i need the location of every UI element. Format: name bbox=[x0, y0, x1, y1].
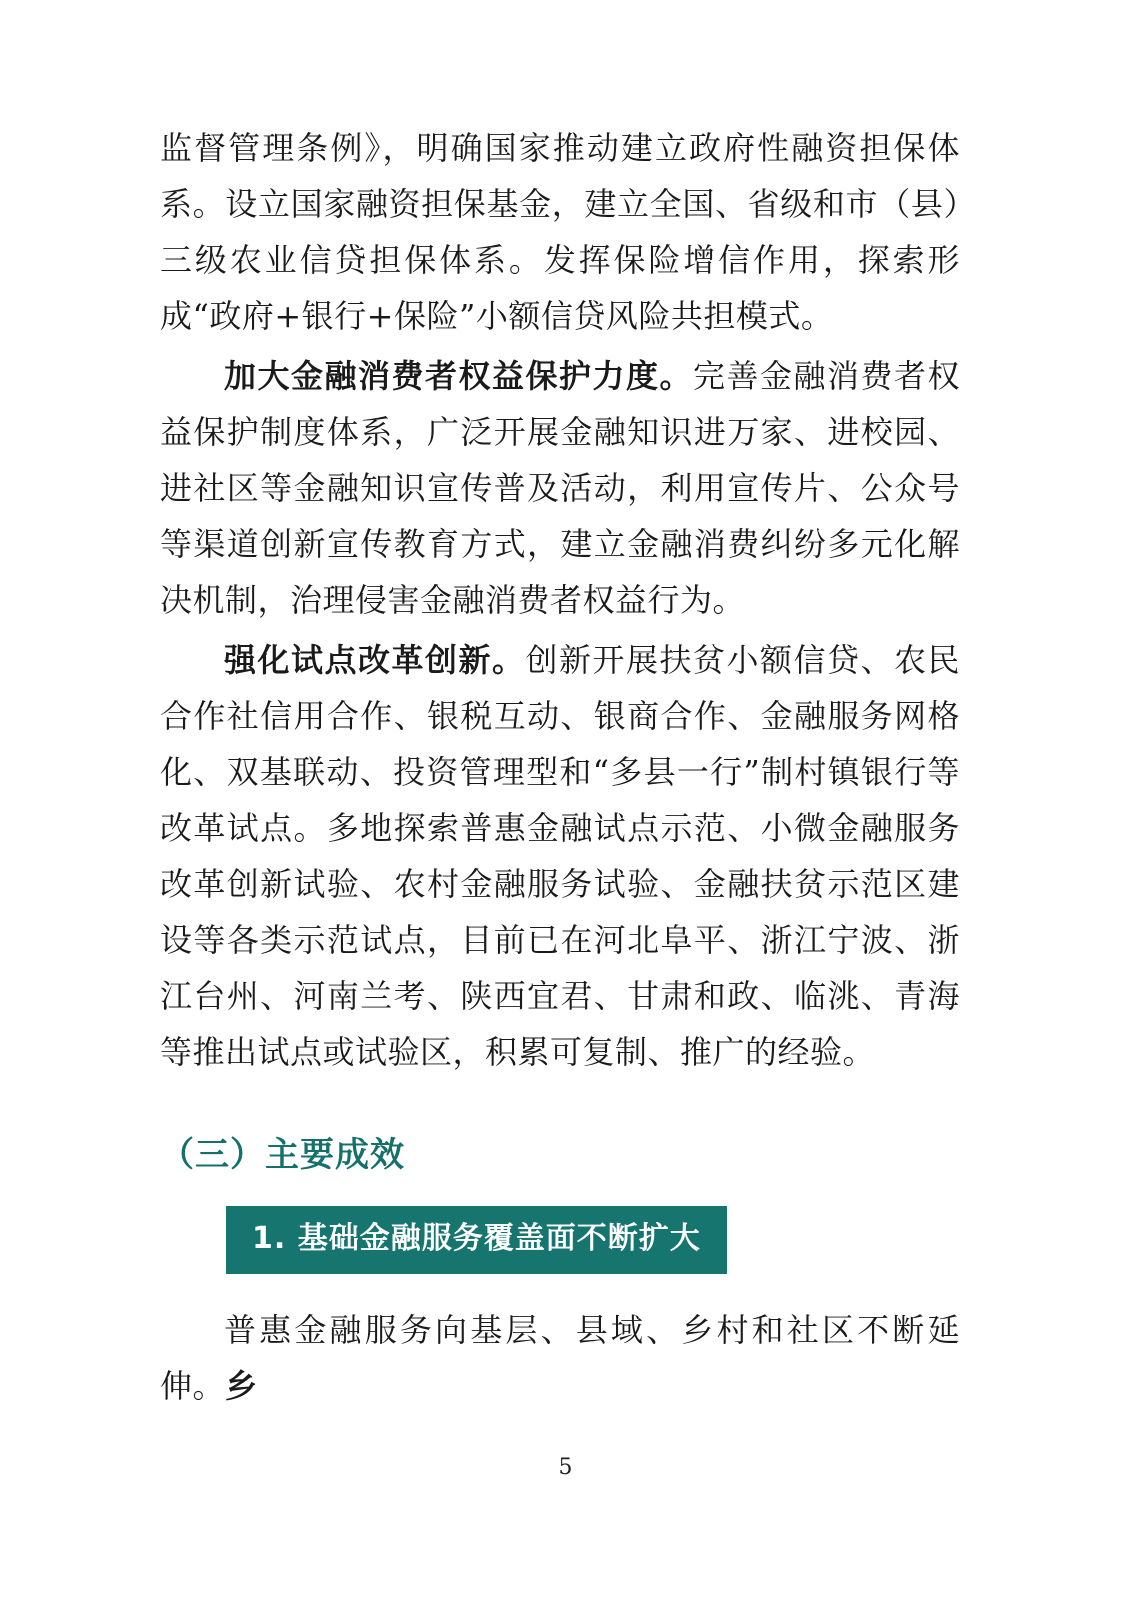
paragraph-3-text: 创新开展扶贫小额信贷、农民合作社信用合作、银税互动、银商合作、金融服务网格化、双基联动、投资管理型和“多县一行”制村镇银行等改革试点。多地探索普惠金融试点示范、小微金融服务改革创新试验、农村金融服务试验、金融扶贫示范区建设等各类示范试点，目前已在河北阜平、浙江宁波、浙江台州、河南兰考、陕西宜君、甘肃和政、临洮、青海等推出试点或试验区，积累可复制、推广的经验。 bbox=[160, 641, 960, 1071]
subsection-banner-wrapper bbox=[226, 1206, 960, 1274]
page-content bbox=[160, 120, 960, 1418]
paragraph-1 bbox=[160, 120, 960, 344]
paragraph-2-text: 完善金融消费者权益保护制度体系，广泛开展金融知识进万家、进校园、进社区等金融知识宣传普及活动，利用宣传片、公众号等渠道创新宣传教育方式，建立金融消费纠纷多元化解决机制，治理侵害金融消费者权益行为。 bbox=[160, 357, 960, 619]
closing-paragraph bbox=[160, 1302, 960, 1414]
paragraph-3 bbox=[160, 632, 960, 1080]
paragraph-3-lead: 强化试点改革创新。 bbox=[224, 641, 526, 679]
subsection-banner: 1. 基础金融服务覆盖面不断扩大 bbox=[226, 1206, 727, 1274]
closing-paragraph-text: 普惠金融服务向基层、县域、乡村和社区不断延伸。 bbox=[160, 1311, 960, 1405]
paragraph-2 bbox=[160, 348, 960, 628]
paragraph-2-lead: 加大金融消费者权益保护力度。 bbox=[224, 357, 693, 395]
section-heading: （三）主要成效 bbox=[160, 1135, 405, 1175]
page-number: 5 bbox=[558, 1455, 573, 1480]
closing-paragraph-tail: 乡 bbox=[225, 1367, 258, 1405]
paragraph-1-text: 监督管理条例》，明确国家推动建立政府性融资担保体系。设立国家融资担保基金，建立全国、省级和市（县）三级农业信贷担保体系。发挥保险增信作用，探索形成“政府+银行+保险”小额信贷风险共担模式。 bbox=[160, 129, 960, 335]
